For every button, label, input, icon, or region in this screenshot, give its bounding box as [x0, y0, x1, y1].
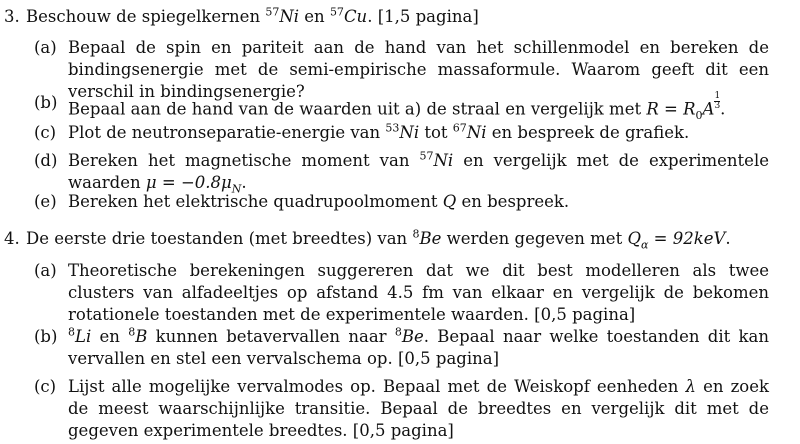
- item-label: (d): [34, 151, 58, 170]
- formula: R = R: [646, 99, 696, 119]
- item-text: Bereken het elektrische quadrupoolmoment Q en bespreek.: [68, 192, 570, 211]
- question-3b: [34, 92, 769, 121]
- item-text: Bereken het magnetische moment van $^{57}$Ni en vergelijk met de experimentele waarden $\mu = -0.8\mu_N$.: [68, 149, 769, 196]
- item-text: Lijst alle mogelijke vervalmodes op. Bepaal met de Weiskopf eenheden λ en zoek de meest waarschijnlijke transitie. Bepaal de breedtes en vergelijk dit met de gegeven experimentele breedtes. [0,5 pagina]: [68, 377, 769, 440]
- question-4b: [34, 326, 769, 370]
- item-label: (c): [34, 377, 57, 396]
- question-3d: [34, 150, 769, 194]
- question-3-heading: 3. Beschouw de spiegelkernen $^{57}$Ni en $^{57}$Cu. [1,5 pagina]: [4, 5, 479, 26]
- item-text: Plot de neutronseparatie-energie van $^{53}$Ni tot $^{67}$Ni en bespreek de grafiek.: [68, 121, 690, 142]
- item-text: Bepaal de spin en pariteit aan de hand van het schillenmodel en bereken de bindingsenergie met de semi-empirische massaformule. Waarom geeft dit een verschil in bindingsenergie?: [68, 38, 769, 101]
- question-3e: [34, 191, 769, 213]
- question-4a: [34, 260, 769, 326]
- item-text: $^8$Li en $^8$B kunnen betavervallen naar $^8$Be. Bepaal naar welke toestanden dit kan vervallen en stel een vervalschema op. [0,5 pagina]: [68, 325, 769, 368]
- item-label: (a): [34, 38, 57, 57]
- question-3c: [34, 122, 769, 144]
- item-label: (e): [34, 192, 57, 211]
- item-text: Bepaal aan de hand van de waarden uit a) de straal en vergelijk met $R = R_0A$ $\frac{1}{3}$ .: [68, 91, 726, 122]
- item-label: (a): [34, 261, 57, 280]
- item-label: (b): [34, 93, 58, 112]
- item-text: Theoretische berekeningen suggereren dat we dit best modelleren als twee clusters van alfadeeltjes op afstand 4.5 fm van elkaar en vergelijk de bekomen rotationele toestanden met de experimentele waarden. [0,5 pagina]: [68, 261, 769, 324]
- question-4c: [34, 376, 769, 442]
- question-number: 3.: [4, 7, 20, 26]
- question-4-heading: 4. De eerste drie toestanden (met breedtes) van $^8$Be werden gegeven met $Q_\alpha = 92keV$.: [4, 227, 731, 252]
- fraction-one-third: $\frac{1}{3}$: [714, 91, 721, 111]
- item-label: (c): [34, 123, 57, 142]
- question-number: 4.: [4, 229, 20, 248]
- item-label: (b): [34, 327, 58, 346]
